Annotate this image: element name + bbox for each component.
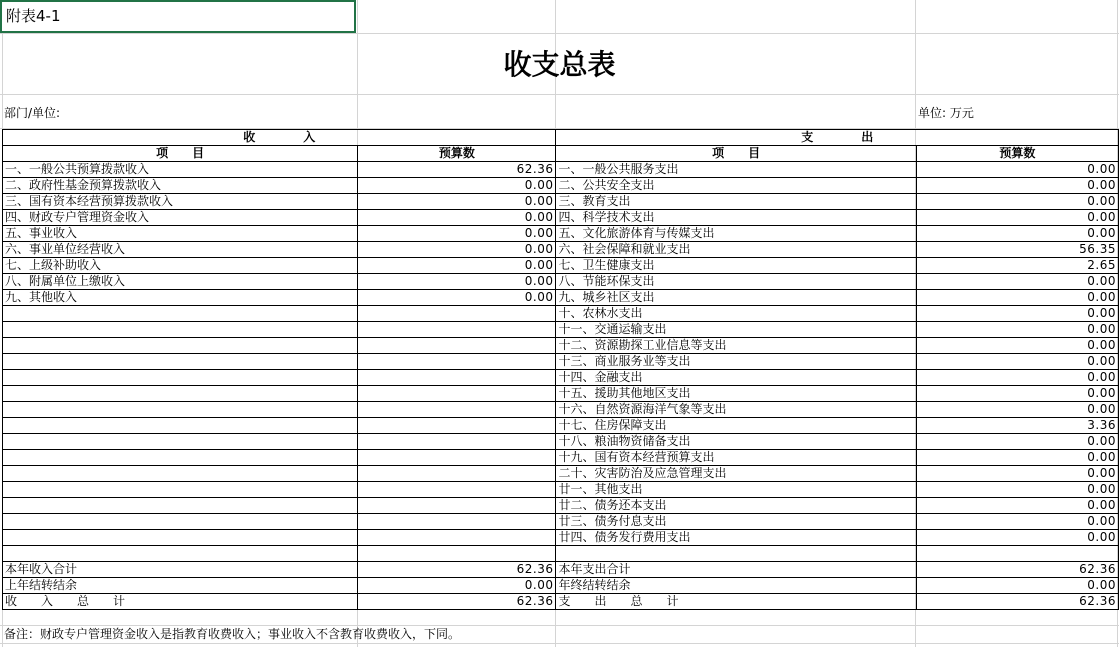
income-item-cell[interactable]: 九、其他收入 — [3, 290, 358, 306]
dept-label[interactable]: 部门/单位: — [4, 106, 61, 120]
expense-item-cell[interactable]: 十七、住房保障支出 — [556, 418, 916, 434]
expense-value-cell[interactable]: 62.36 — [916, 562, 1118, 578]
income-item-cell[interactable]: 五、事业收入 — [3, 226, 358, 242]
expense-value-cell[interactable]: 0.00 — [916, 178, 1118, 194]
footnote[interactable]: 备注：财政专户管理资金收入是指教育收费收入；事业收入不含教育收费收入，下同。 — [4, 627, 461, 641]
income-item-cell[interactable] — [3, 370, 358, 386]
expense-value-cell[interactable]: 0.00 — [916, 210, 1118, 226]
income-value-cell[interactable]: 62.36 — [358, 594, 556, 610]
income-budget-header[interactable]: 预算数 — [358, 146, 556, 162]
expense-value-cell[interactable]: 0.00 — [916, 434, 1118, 450]
income-value-cell[interactable] — [358, 354, 556, 370]
income-item-cell[interactable] — [3, 498, 358, 514]
income-item-cell[interactable]: 上年结转结余 — [3, 578, 358, 594]
expense-value-cell[interactable]: 3.36 — [916, 418, 1118, 434]
expense-value-cell[interactable]: 0.00 — [916, 466, 1118, 482]
income-item-cell[interactable] — [3, 386, 358, 402]
table-row — [3, 514, 1119, 530]
income-value-cell[interactable]: 0.00 — [358, 578, 556, 594]
income-value-cell[interactable]: 0.00 — [358, 194, 556, 210]
expense-item-cell[interactable]: 十三、商业服务业等支出 — [556, 354, 916, 370]
income-value-cell[interactable] — [358, 322, 556, 338]
expense-item-cell[interactable]: 九、城乡社区支出 — [556, 290, 916, 306]
gridline — [0, 643, 1119, 644]
income-item-cell[interactable] — [3, 466, 358, 482]
income-value-cell[interactable] — [358, 402, 556, 418]
selected-cell-a1[interactable]: 附表4-1 — [0, 0, 356, 33]
table-row — [3, 578, 1119, 594]
table-row — [3, 498, 1119, 514]
table-row — [3, 194, 1119, 210]
income-value-cell[interactable] — [358, 482, 556, 498]
table-row — [3, 274, 1119, 290]
expense-item-cell[interactable]: 年终结转结余 — [556, 578, 916, 594]
expense-budget-header[interactable]: 预算数 — [916, 146, 1118, 162]
expense-item-cell[interactable] — [556, 546, 916, 562]
income-value-cell[interactable]: 0.00 — [358, 258, 556, 274]
expense-value-cell[interactable]: 0.00 — [916, 162, 1118, 178]
expense-value-cell[interactable]: 56.35 — [916, 242, 1118, 258]
income-value-cell[interactable]: 62.36 — [358, 562, 556, 578]
expense-item-cell[interactable]: 廿二、债务还本支出 — [556, 498, 916, 514]
table-row — [3, 242, 1119, 258]
expense-item-cell[interactable]: 十、农林水支出 — [556, 306, 916, 322]
income-value-cell[interactable] — [358, 466, 556, 482]
expense-value-cell[interactable]: 0.00 — [916, 386, 1118, 402]
expense-value-cell[interactable]: 0.00 — [916, 498, 1118, 514]
income-item-cell[interactable]: 八、附属单位上缴收入 — [3, 274, 358, 290]
expense-item-cell[interactable]: 十二、资源勘探工业信息等支出 — [556, 338, 916, 354]
income-item-cell[interactable] — [3, 482, 358, 498]
income-value-cell[interactable] — [358, 338, 556, 354]
expense-item-cell[interactable]: 十八、粮油物资储备支出 — [556, 434, 916, 450]
unit-label[interactable]: 单位: 万元 — [918, 106, 974, 120]
table-row — [3, 466, 1119, 482]
expense-item-cell[interactable]: 十五、援助其他地区支出 — [556, 386, 916, 402]
expense-value-cell[interactable] — [916, 546, 1118, 562]
expense-value-cell[interactable]: 0.00 — [916, 402, 1118, 418]
expense-value-cell[interactable]: 0.00 — [916, 194, 1118, 210]
expense-value-cell[interactable]: 0.00 — [916, 226, 1118, 242]
table-row — [3, 178, 1119, 194]
income-item-cell[interactable] — [3, 322, 358, 338]
income-item-cell[interactable] — [3, 450, 358, 466]
expense-value-cell[interactable]: 0.00 — [916, 482, 1118, 498]
income-value-cell[interactable] — [358, 418, 556, 434]
income-value-cell[interactable]: 0.00 — [358, 210, 556, 226]
income-value-cell[interactable] — [358, 546, 556, 562]
expense-item-cell[interactable]: 六、社会保障和就业支出 — [556, 242, 916, 258]
expense-value-cell[interactable]: 0.00 — [916, 274, 1118, 290]
expense-value-cell[interactable]: 0.00 — [916, 306, 1118, 322]
expense-item-cell[interactable]: 一、一般公共服务支出 — [556, 162, 916, 178]
income-item-cell[interactable] — [3, 530, 358, 546]
income-value-cell[interactable]: 62.36 — [358, 162, 556, 178]
table-row — [3, 386, 1119, 402]
sheet-title[interactable]: 收支总表 — [503, 48, 616, 81]
income-item-cell[interactable] — [3, 338, 358, 354]
income-value-cell[interactable] — [358, 370, 556, 386]
expense-item-cell[interactable]: 四、科学技术支出 — [556, 210, 916, 226]
expense-value-cell[interactable]: 0.00 — [916, 290, 1118, 306]
expense-value-cell[interactable]: 0.00 — [916, 514, 1118, 530]
income-value-cell[interactable] — [358, 450, 556, 466]
expense-item-cell[interactable]: 本年支出合计 — [556, 562, 916, 578]
income-value-cell[interactable] — [358, 386, 556, 402]
income-value-cell[interactable]: 0.00 — [358, 290, 556, 306]
table-row — [3, 418, 1119, 434]
expense-item-cell[interactable]: 十六、自然资源海洋气象等支出 — [556, 402, 916, 418]
expense-item-cell[interactable]: 三、教育支出 — [556, 194, 916, 210]
expense-value-cell[interactable]: 2.65 — [916, 258, 1118, 274]
income-value-cell[interactable] — [358, 498, 556, 514]
income-item-header[interactable]: 项 目 — [3, 146, 358, 162]
table-row — [3, 546, 1119, 562]
expense-value-cell[interactable]: 0.00 — [916, 450, 1118, 466]
table-row — [3, 482, 1119, 498]
expense-value-cell[interactable]: 0.00 — [916, 322, 1118, 338]
income-item-cell[interactable] — [3, 402, 358, 418]
expense-value-cell[interactable]: 62.36 — [916, 594, 1118, 610]
income-value-cell[interactable]: 0.00 — [358, 242, 556, 258]
expense-item-cell[interactable]: 七、卫生健康支出 — [556, 258, 916, 274]
income-value-cell[interactable] — [358, 530, 556, 546]
income-item-cell[interactable] — [3, 546, 358, 562]
income-value-cell[interactable] — [358, 434, 556, 450]
income-item-cell[interactable] — [3, 514, 358, 530]
table-row — [3, 226, 1119, 242]
income-item-cell[interactable]: 一、一般公共预算拨款收入 — [3, 162, 358, 178]
expense-value-cell[interactable]: 0.00 — [916, 354, 1118, 370]
table-row — [3, 370, 1119, 386]
income-item-cell[interactable]: 三、国有资本经营预算拨款收入 — [3, 194, 358, 210]
table-row — [3, 450, 1119, 466]
gridline — [0, 94, 1119, 95]
expense-item-cell[interactable]: 八、节能环保支出 — [556, 274, 916, 290]
table-row — [3, 402, 1119, 418]
table-row — [3, 530, 1119, 546]
table-row — [3, 354, 1119, 370]
table-row — [3, 162, 1119, 178]
income-item-cell[interactable]: 二、政府性基金预算拨款收入 — [3, 178, 358, 194]
expense-item-cell[interactable]: 十一、交通运输支出 — [556, 322, 916, 338]
income-item-cell[interactable]: 本年收入合计 — [3, 562, 358, 578]
table-row — [3, 434, 1119, 450]
income-item-cell[interactable] — [3, 306, 358, 322]
expense-item-cell[interactable]: 十九、国有资本经营预算支出 — [556, 450, 916, 466]
income-value-cell[interactable] — [358, 306, 556, 322]
expense-value-cell[interactable]: 0.00 — [916, 578, 1118, 594]
income-item-cell[interactable]: 六、事业单位经营收入 — [3, 242, 358, 258]
income-item-cell[interactable]: 七、上级补助收入 — [3, 258, 358, 274]
income-item-cell[interactable]: 收 入 总 计 — [3, 594, 358, 610]
income-item-cell[interactable]: 四、财政专户管理资金收入 — [3, 210, 358, 226]
gridline — [0, 33, 1119, 34]
income-value-cell[interactable]: 0.00 — [358, 226, 556, 242]
expense-value-cell[interactable]: 0.00 — [916, 530, 1118, 546]
expense-item-cell[interactable]: 二十、灾害防治及应急管理支出 — [556, 466, 916, 482]
table-row — [3, 210, 1119, 226]
expense-item-cell[interactable]: 支 出 总 计 — [556, 594, 916, 610]
income-item-cell[interactable] — [3, 434, 358, 450]
expense-value-cell[interactable]: 0.00 — [916, 370, 1118, 386]
table-row — [3, 322, 1119, 338]
income-item-cell[interactable] — [3, 354, 358, 370]
expense-item-cell[interactable]: 廿一、其他支出 — [556, 482, 916, 498]
expense-item-cell[interactable]: 二、公共安全支出 — [556, 178, 916, 194]
budget-table — [2, 129, 1119, 610]
table-row — [3, 562, 1119, 578]
expense-item-cell[interactable]: 五、文化旅游体育与传媒支出 — [556, 226, 916, 242]
table-row — [3, 290, 1119, 306]
expense-item-header[interactable]: 项 目 — [556, 146, 916, 162]
income-value-cell[interactable] — [358, 514, 556, 530]
table-row — [3, 258, 1119, 274]
expense-header[interactable]: 支 出 — [556, 130, 1119, 146]
income-value-cell[interactable]: 0.00 — [358, 178, 556, 194]
expense-item-cell[interactable]: 廿三、债务付息支出 — [556, 514, 916, 530]
expense-item-cell[interactable]: 廿四、债务发行费用支出 — [556, 530, 916, 546]
table-row — [3, 306, 1119, 322]
income-item-cell[interactable] — [3, 418, 358, 434]
income-header[interactable]: 收 入 — [3, 130, 556, 146]
table-row — [3, 594, 1119, 610]
expense-value-cell[interactable]: 0.00 — [916, 338, 1118, 354]
income-value-cell[interactable]: 0.00 — [358, 274, 556, 290]
table-row — [3, 338, 1119, 354]
expense-item-cell[interactable]: 十四、金融支出 — [556, 370, 916, 386]
